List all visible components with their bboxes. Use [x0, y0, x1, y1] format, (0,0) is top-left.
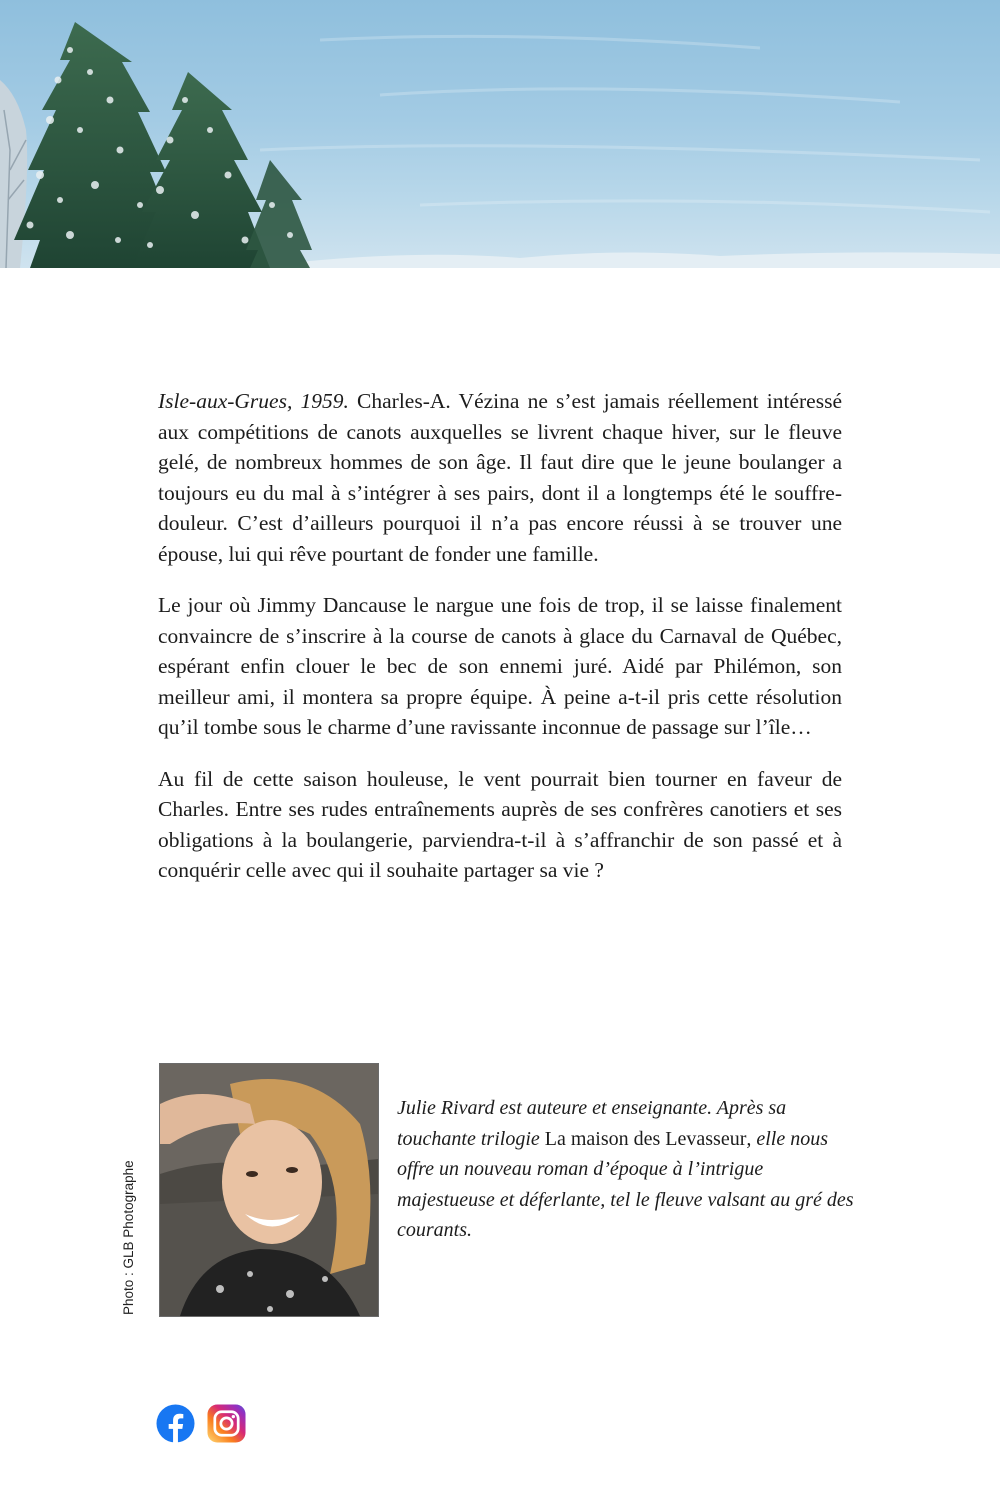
synopsis-paragraph-1 [158, 386, 842, 569]
photo-credit: Photo : GLB Photographe [121, 1160, 136, 1315]
winter-landscape-banner [0, 0, 1000, 268]
synopsis-paragraph-2: Le jour où Jimmy Dancause le nargue une fois de trop, il se laisse finalement convaincre de s’inscrire à la course de canots à glace du Carnaval de Québec, espérant enfin clouer le bec de son ennemi juré. Aidé par Philémon, son meilleur ami, il montera sa propre équipe. À peine a-t-il pris cette résolution qu’il tombe sous le charme d’une ravissante inconnue de passage sur l’île… [158, 593, 842, 739]
place-date: Isle-aux-Grues, 1959. [158, 389, 349, 413]
social-icons [156, 1404, 246, 1443]
bio-book-title: La maison des Levasseur [544, 1127, 747, 1150]
synopsis-paragraph-1-text: Charles-A. Vézina ne s’est jamais réellement intéressé aux compétitions de canots auxquelles se livrent chaque hiver, sur le fleuve gelé, de nombreux hommes de son âge. Il faut dire que le jeune boulanger a toujours eu du mal à s’intégrer à ses pairs, dont il a longtemps été le souffre-douleur. C’est d’ailleurs pourquoi il n’a pas encore réussi à se trouver une épouse, lui qui rêve pourtant de fonder une famille. [158, 389, 842, 566]
bio-end: , elle nous offre un nouveau roman d’époque à l’intrigue majestueuse et déferlante, tel le fleuve valsant au gré des courants. [397, 1127, 854, 1241]
synopsis-paragraph-3: Au fil de cette saison houleuse, le vent pourrait bien tourner en faveur de Charles. Entre ses rudes entraînements auprès de ses confrères canotiers et ses obligations à la boulangerie, parviendra-t-il à s’affranchir de son passé et à conquérir celle avec qui il souhaite partager sa vie ? [158, 766, 842, 882]
author-photo [159, 1063, 379, 1317]
bio-start: Julie Rivard est auteure et enseignante. Après sa touchante trilogie [397, 1097, 787, 1150]
facebook-icon[interactable] [156, 1404, 195, 1443]
book-synopsis [158, 386, 842, 907]
instagram-icon[interactable] [207, 1404, 246, 1443]
author-bio [397, 1093, 857, 1246]
